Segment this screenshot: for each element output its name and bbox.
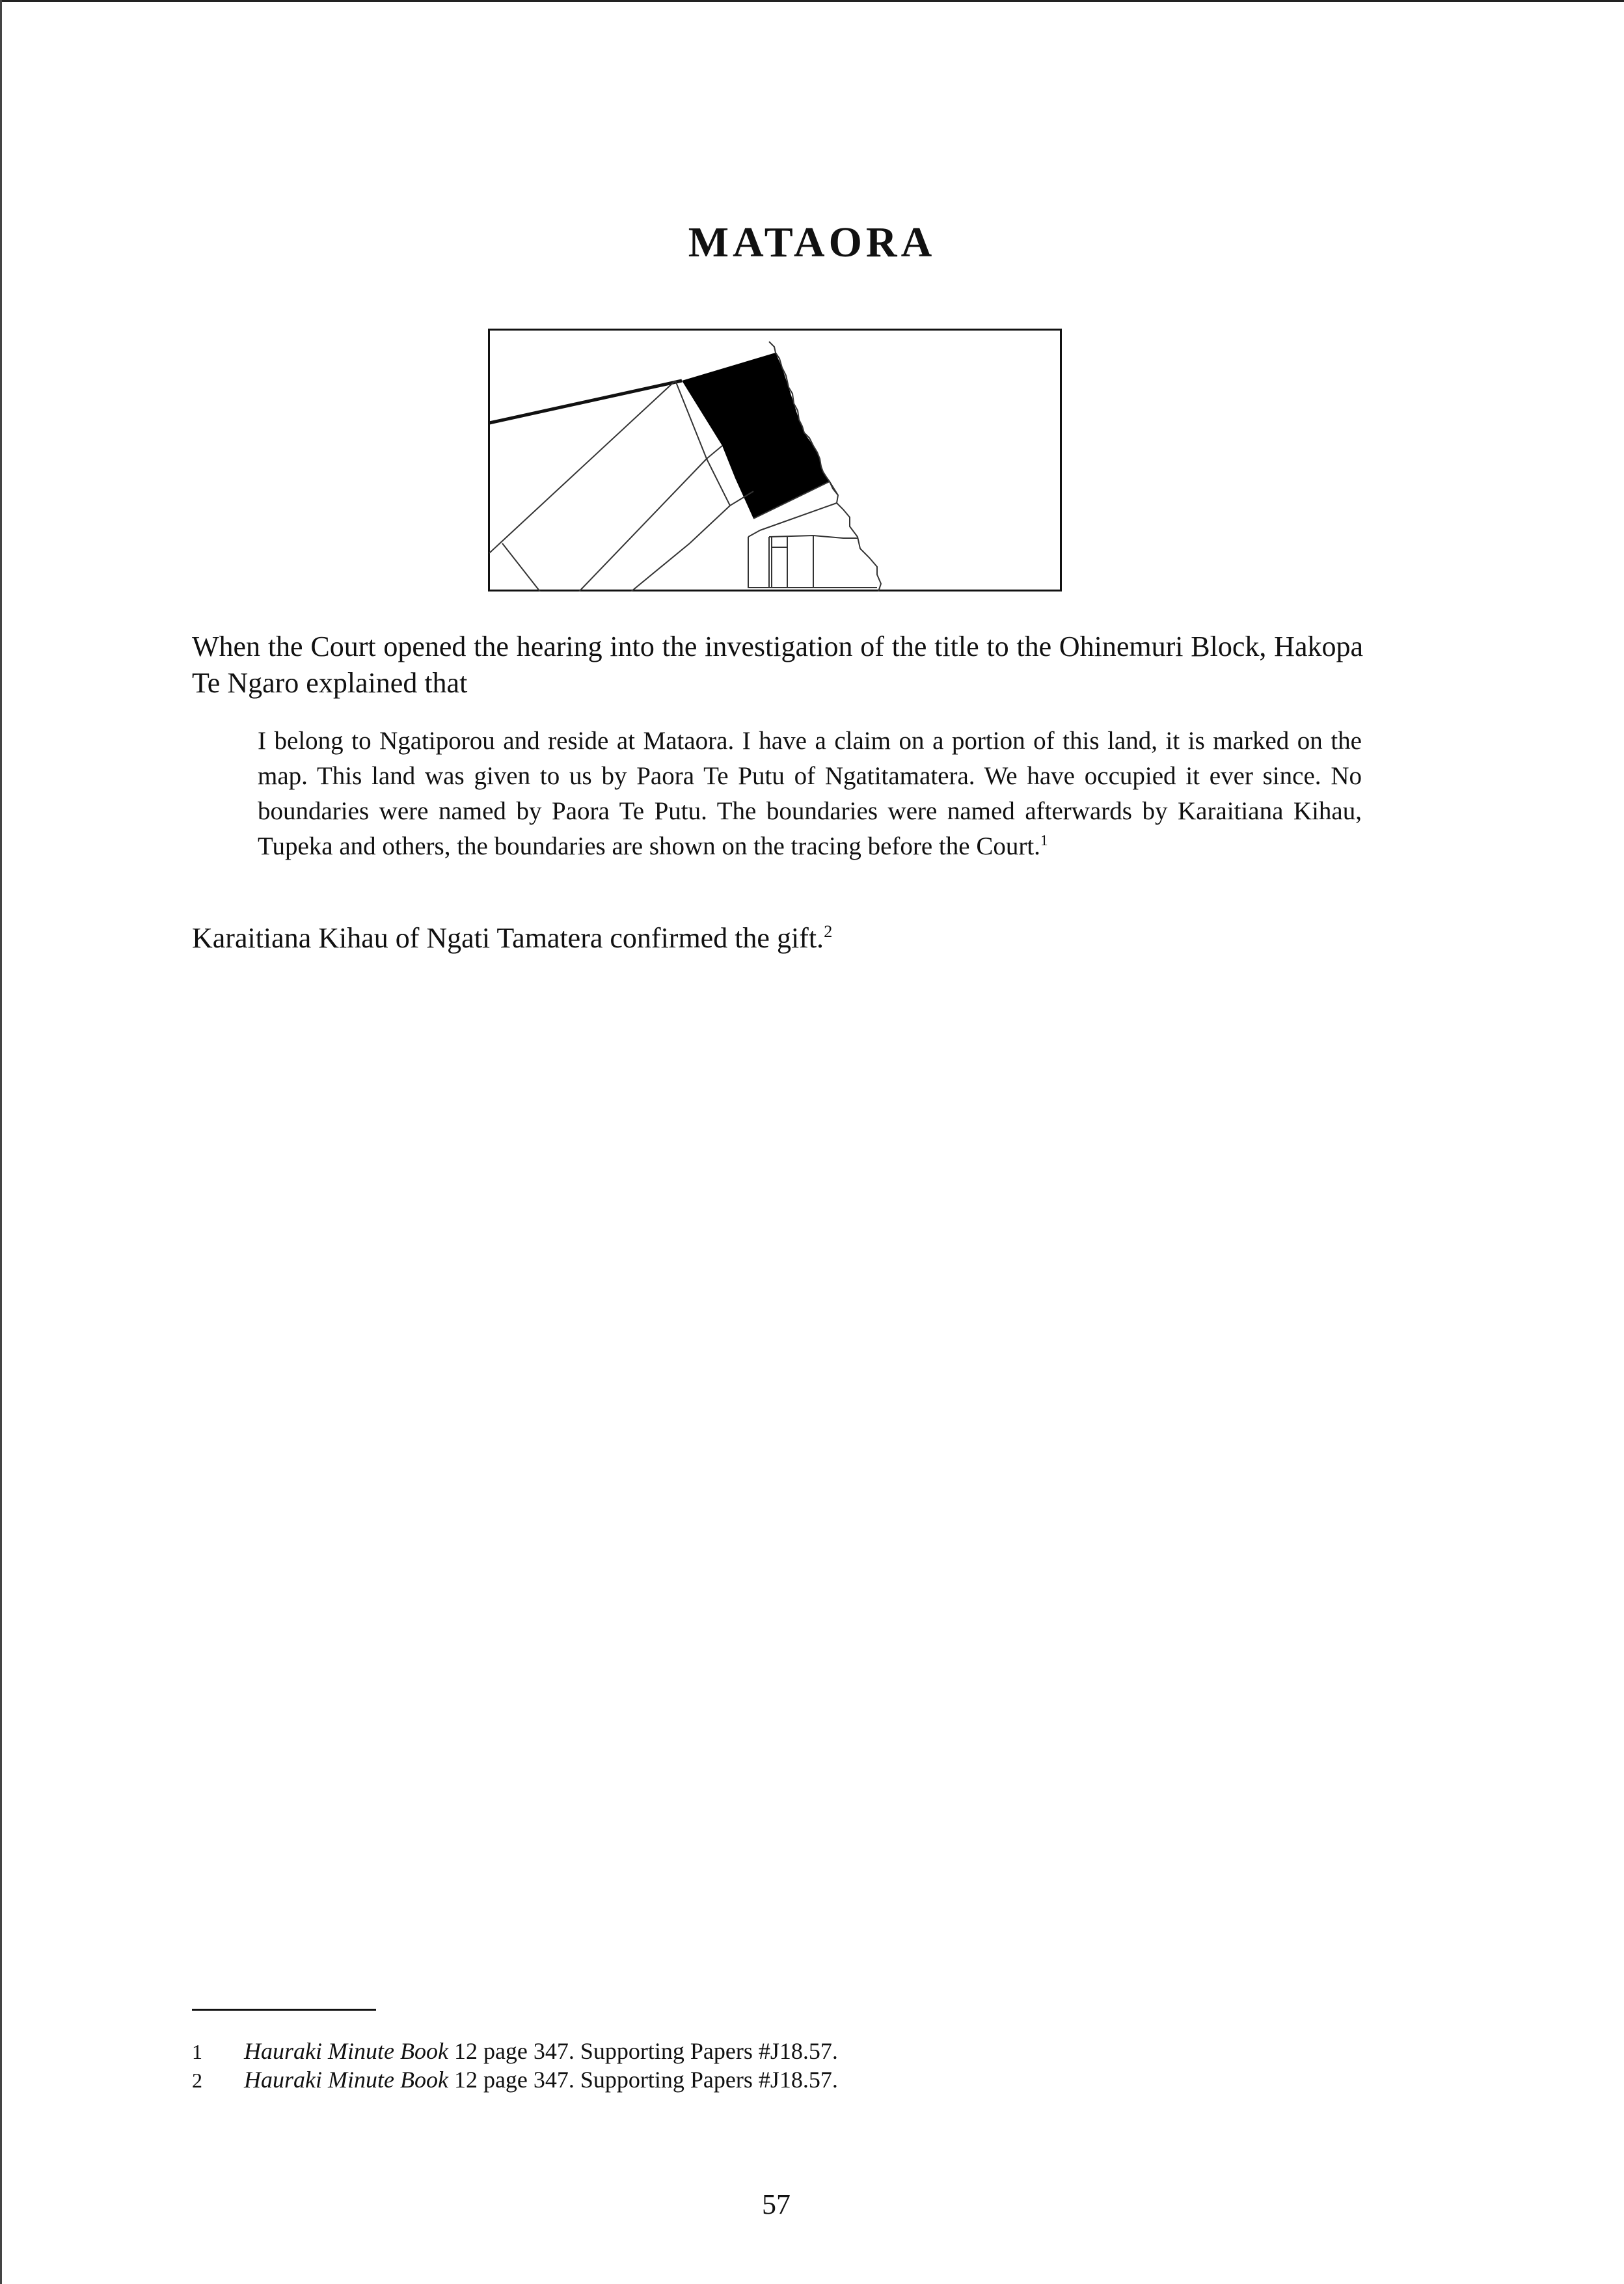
footnote-source-detail: 12 page 347. Supporting Papers #J18.57.: [448, 2067, 838, 2093]
footnote-number: 1: [192, 2040, 202, 2063]
footnote-ref-1: 1: [1040, 832, 1048, 849]
confirmation-paragraph: [192, 920, 1363, 957]
quoted-testimony-text: I belong to Ngatiporou and reside at Mataora. I have a claim on a portion of this land, it is marked on the map. This land was given to us by Paora Te Putu of Ngatitamatera. We have occupied it ever since. No boundaries were named by Paora Te Putu. The boundaries were named afterwards by Karaitiana Kihau, Tupeka and others, the boundaries are shown on the tracing before the Court.: [258, 727, 1362, 860]
intro-paragraph: When the Court opened the hearing into the investigation of the title to the Ohinemuri Block, Hakopa Te Ngaro explained that: [192, 631, 1363, 699]
footnote-ref-2: 2: [824, 921, 833, 942]
confirmation-text: Karaitiana Kihau of Ngati Tamatera confirmed the gift.: [192, 922, 824, 954]
footnote-source-title: Hauraki Minute Book: [244, 2067, 448, 2093]
footnote: [192, 2065, 1363, 2095]
footnote-number: 2: [192, 2069, 202, 2092]
footnote-source-title: Hauraki Minute Book: [244, 2038, 448, 2064]
footnote-rule: [192, 2009, 376, 2011]
page-border-left: [0, 0, 2, 2284]
footnote-source-detail: 12 page 347. Supporting Papers #J18.57.: [448, 2038, 838, 2064]
location-map: [488, 329, 1062, 591]
page-number: 57: [762, 2188, 791, 2220]
page-border-top: [0, 0, 1624, 2]
page-title: MATAORA: [688, 219, 936, 266]
location-map-svg: [488, 329, 1062, 591]
footnote: [192, 2037, 1363, 2066]
quoted-testimony: [258, 724, 1362, 864]
